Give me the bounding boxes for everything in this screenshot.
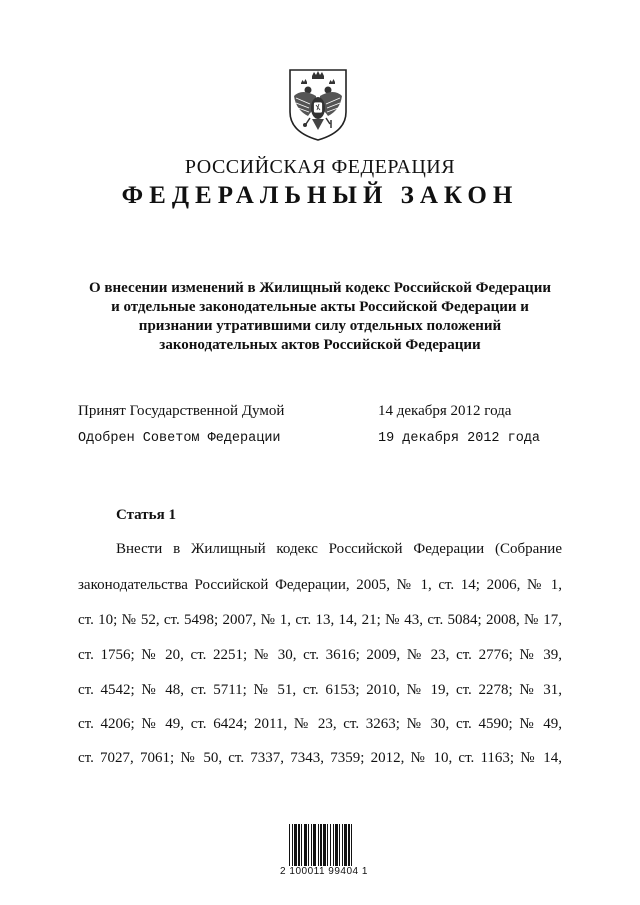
- barcode-bar: [313, 824, 316, 866]
- barcode-bar: [323, 824, 326, 866]
- barcode-bar: [320, 824, 322, 866]
- article-text-line: ст. 7027, 7061; № 50, ст. 7337, 7343, 7359; 2012, № 10, ст. 1163; № 14,: [78, 750, 562, 766]
- law-title-line: и отдельные законодательные акты Российской Федерации и: [111, 299, 529, 315]
- barcode-bar: [292, 824, 293, 866]
- duma-adoption-label: Принят Государственной Думой: [78, 403, 285, 419]
- barcode-bar: [301, 824, 302, 866]
- law-title-line: признании утратившими силу отдельных положений: [138, 318, 502, 334]
- article-text-line: ст. 4542; № 48, ст. 5711; № 51, ст. 6153; 2010, № 19, ст. 2278; № 31,: [78, 682, 562, 698]
- barcode-bar: [342, 824, 343, 866]
- country-name: РОССИЙСКАЯ ФЕДЕРАЦИЯ: [184, 156, 456, 178]
- law-title-line: законодательных актов Российской Федерации: [159, 337, 481, 353]
- article-text-line: законодательства Российской Федерации, 2005, № 1, ст. 14; 2006, № 1,: [78, 577, 562, 593]
- council-approval-date: 19 декабря 2012 года: [378, 431, 541, 446]
- barcode-bar: [335, 824, 338, 866]
- article-text-line: ст. 4206; № 49, ст. 6424; 2011, № 23, ст. 3263; № 30, ст. 4590; № 49,: [78, 716, 562, 732]
- document-type: ФЕДЕРАЛЬНЫЙ ЗАКОН: [121, 182, 519, 209]
- barcode-bar: [289, 824, 290, 866]
- barcode-bar: [294, 824, 297, 866]
- barcode-bar: [308, 824, 309, 866]
- barcode-bar: [351, 824, 352, 866]
- council-approval-label: Одобрен Советом Федерации: [78, 431, 281, 446]
- barcode-bar: [327, 824, 328, 866]
- duma-adoption-date: 14 декабря 2012 года: [378, 403, 512, 419]
- barcode-bar: [311, 824, 312, 866]
- article-text-line: ст. 1756; № 20, ст. 2251; № 30, ст. 3616; 2009, № 23, ст. 2776; № 39,: [78, 647, 562, 663]
- barcode-icon: [288, 824, 356, 866]
- barcode-bar: [298, 824, 300, 866]
- law-title: [60, 279, 580, 355]
- barcode-bar: [344, 824, 347, 866]
- article-heading: Статья 1: [116, 507, 176, 523]
- article-text-line: ст. 10; № 52, ст. 5498; 2007, № 1, ст. 13, 14, 21; № 43, ст. 5084; 2008, № 17,: [78, 612, 562, 628]
- coat-of-arms-icon: [286, 66, 350, 142]
- barcode-bar: [318, 824, 319, 866]
- barcode-bar: [333, 824, 334, 866]
- barcode-bar: [304, 824, 307, 866]
- barcode-bar: [348, 824, 350, 866]
- barcode-bar: [330, 824, 331, 866]
- law-title-line: О внесении изменений в Жилищный кодекс Российской Федерации: [89, 280, 551, 296]
- barcode-bar: [339, 824, 340, 866]
- article-text-line: Внести в Жилищный кодекс Российской Федерации (Собрание: [116, 541, 562, 557]
- barcode-number: 2 100011 99404 1: [280, 866, 368, 877]
